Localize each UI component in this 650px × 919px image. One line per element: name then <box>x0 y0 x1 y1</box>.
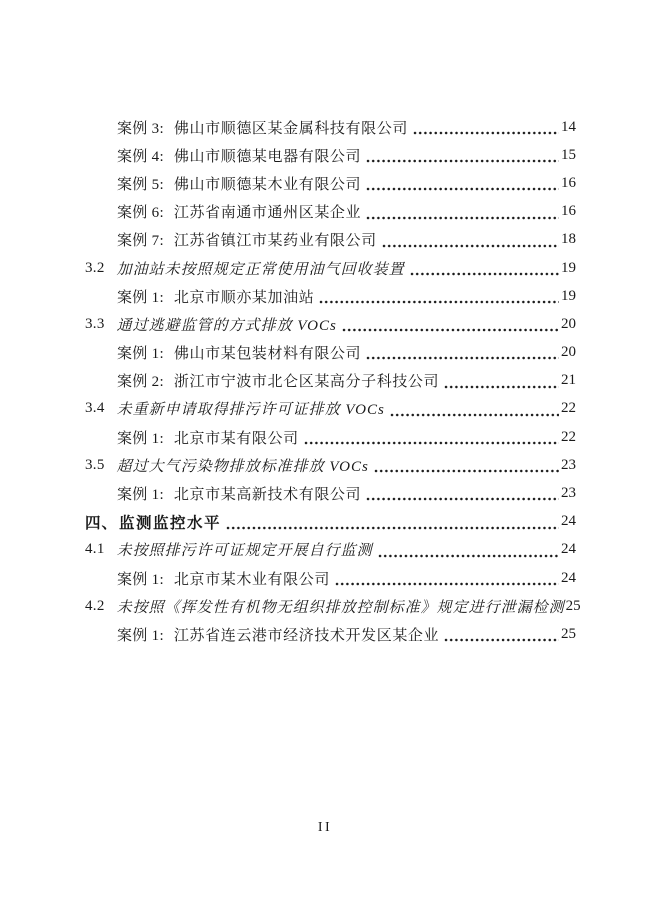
toc-entry[interactable] <box>85 564 576 592</box>
toc-entry-title: 通过逃避监管的方式排放 VOCs <box>116 317 337 334</box>
toc-entry[interactable] <box>85 508 576 536</box>
toc-entry[interactable] <box>85 479 576 507</box>
toc-entry[interactable] <box>85 367 576 395</box>
toc-entry-page: 19 <box>561 287 576 304</box>
toc-entry-page: 19 <box>561 259 576 276</box>
toc-leader-dots <box>390 395 559 423</box>
toc-entry-page: 23 <box>561 485 576 502</box>
toc-entry-title: 未按照排污许可证规定开展自行监测 <box>116 543 373 560</box>
toc-entry-page: 20 <box>561 315 576 332</box>
toc-leader-dots <box>366 198 559 226</box>
toc-entry-number: 四、 <box>85 514 119 532</box>
toc-entry-page: 23 <box>561 456 576 473</box>
toc-entry-page: 21 <box>561 372 576 389</box>
toc-entry-title: 未重新申请取得排污许可证排放 VOCs <box>116 402 385 419</box>
toc-entry-page: 20 <box>561 344 576 361</box>
toc-entry-title: 江苏省连云港市经济技术开发区某企业 <box>173 627 440 644</box>
page-number: II <box>317 820 333 835</box>
toc-entry[interactable] <box>85 620 576 648</box>
toc-leader-dots <box>444 367 559 395</box>
toc-entry[interactable] <box>85 198 576 226</box>
toc-entry-page: 24 <box>561 569 576 586</box>
toc-leader-dots <box>366 169 559 197</box>
toc-leader-dots <box>366 339 559 367</box>
toc-entry-page: 25 <box>561 625 576 642</box>
toc-entry-number: 案例 4: <box>117 148 164 165</box>
toc-leader-dots <box>444 620 559 648</box>
toc-entry-number: 案例 7: <box>117 233 164 250</box>
toc-entry-number: 3.3 <box>85 315 105 332</box>
toc-entry-number: 案例 2: <box>117 374 164 391</box>
toc-entry-title: 江苏省镇江市某药业有限公司 <box>173 233 377 250</box>
toc-entry-title: 北京市某有限公司 <box>173 430 299 447</box>
toc-entry[interactable] <box>85 282 576 310</box>
toc-leader-dots <box>226 508 559 536</box>
toc-leader-dots <box>319 282 559 310</box>
toc-entry-title: 加油站未按照规定正常使用油气回收装置 <box>116 261 405 278</box>
toc-entry-number: 案例 1: <box>117 627 164 644</box>
toc-entry[interactable] <box>85 339 576 367</box>
toc-entry[interactable] <box>85 592 581 620</box>
toc-entry-number: 案例 6: <box>117 205 164 222</box>
toc-entry-page: 24 <box>561 541 576 558</box>
toc-leader-dots <box>366 479 559 507</box>
table-of-contents <box>85 113 581 649</box>
toc-entry-page: 22 <box>561 400 576 417</box>
toc-entry[interactable] <box>85 451 576 479</box>
toc-entry-title: 江苏省南通市通州区某企业 <box>173 205 362 222</box>
toc-leader-dots <box>335 564 559 592</box>
toc-entry-number: 案例 3: <box>117 120 164 137</box>
toc-entry-page: 25 <box>565 597 581 614</box>
toc-entry-page: 16 <box>561 174 576 191</box>
page-footer <box>0 818 650 836</box>
toc-leader-dots <box>342 310 559 338</box>
toc-entry-page: 22 <box>561 428 576 445</box>
toc-entry-number: 4.1 <box>85 541 105 558</box>
toc-entry-page: 24 <box>561 513 576 530</box>
toc-entry-number: 案例 1: <box>117 571 164 588</box>
toc-leader-dots <box>374 451 559 479</box>
toc-leader-dots <box>410 254 559 282</box>
toc-entry-number: 案例 1: <box>117 430 164 447</box>
toc-entry[interactable] <box>85 141 576 169</box>
toc-entry-title: 北京市某高新技术有限公司 <box>173 487 362 504</box>
toc-leader-dots <box>366 141 559 169</box>
toc-entry-title: 佛山市顺德某电器有限公司 <box>173 148 362 165</box>
toc-entry[interactable] <box>85 310 576 338</box>
toc-entry-number: 案例 5: <box>117 176 164 193</box>
toc-entry-number: 4.2 <box>85 597 105 614</box>
toc-entry-number: 3.5 <box>85 456 105 473</box>
toc-entry-title: 监测监控水平 <box>119 514 222 532</box>
toc-leader-dots <box>413 113 559 141</box>
toc-entry-title: 北京市顺亦某加油站 <box>173 289 315 306</box>
toc-entry-number: 案例 1: <box>117 346 164 363</box>
toc-leader-dots <box>378 536 559 564</box>
toc-entry[interactable] <box>85 423 576 451</box>
toc-entry-title: 未按照《挥发性有机物无组织排放控制标准》规定进行泄漏检测 <box>116 599 565 616</box>
toc-leader-dots <box>304 423 559 451</box>
toc-entry-number: 3.2 <box>85 259 105 276</box>
toc-entry[interactable] <box>85 113 576 141</box>
toc-entry[interactable] <box>85 169 576 197</box>
toc-entry[interactable] <box>85 536 576 564</box>
toc-entry-title: 浙江市宁波市北仑区某高分子科技公司 <box>173 374 440 391</box>
toc-entry[interactable] <box>85 395 576 423</box>
toc-entry[interactable] <box>85 254 576 282</box>
toc-entry-page: 18 <box>561 231 576 248</box>
toc-entry-page: 16 <box>561 203 576 220</box>
toc-leader-dots <box>382 226 559 254</box>
toc-entry-title: 北京市某木业有限公司 <box>173 571 330 588</box>
toc-entry-number: 3.4 <box>85 400 105 417</box>
toc-entry-page: 14 <box>561 118 576 135</box>
toc-entry-number: 案例 1: <box>117 289 164 306</box>
toc-entry-title: 佛山市顺德区某金属科技有限公司 <box>173 120 408 137</box>
toc-entry-title: 超过大气污染物排放标准排放 VOCs <box>116 458 369 475</box>
toc-entry[interactable] <box>85 226 576 254</box>
toc-entry-page: 15 <box>561 146 576 163</box>
toc-entry-number: 案例 1: <box>117 487 164 504</box>
toc-entry-title: 佛山市顺德某木业有限公司 <box>173 176 362 193</box>
toc-entry-title: 佛山市某包装材料有限公司 <box>173 346 362 363</box>
